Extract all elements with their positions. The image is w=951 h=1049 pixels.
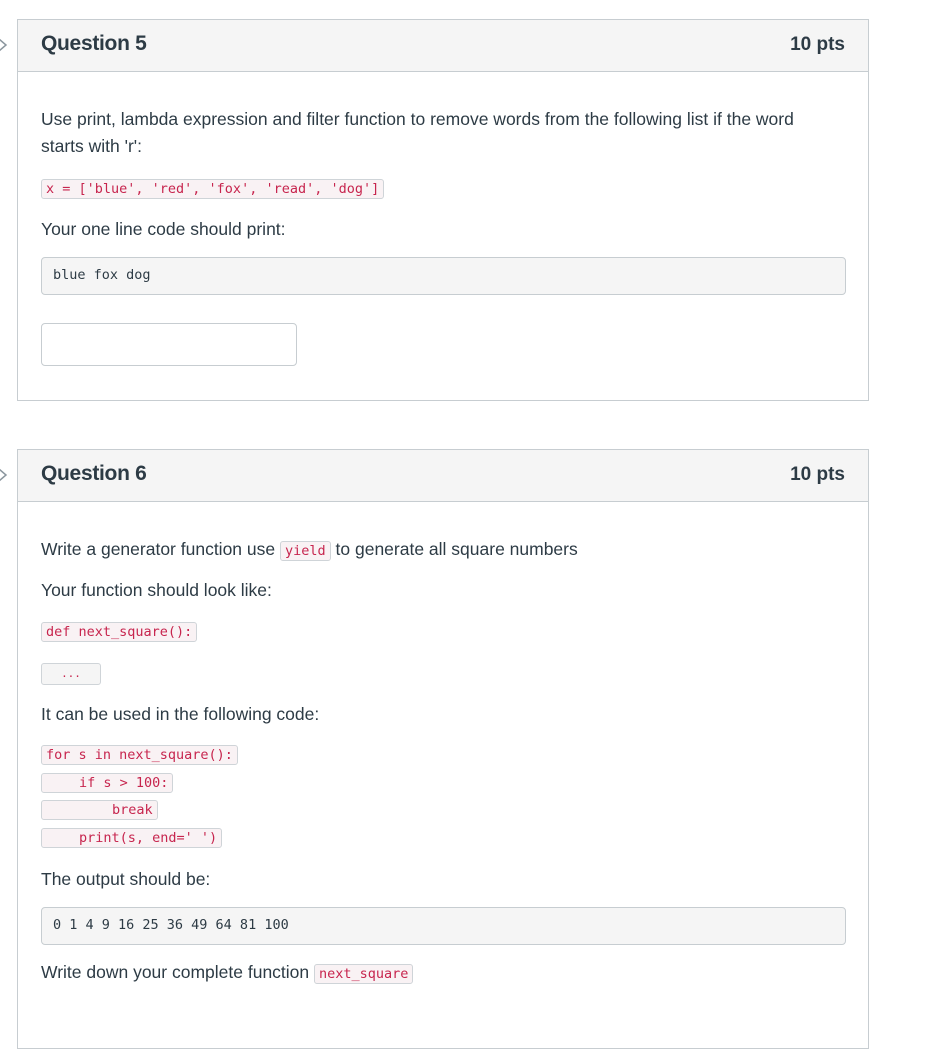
def-line-code: def next_square(): (41, 622, 197, 642)
collapse-caret-icon[interactable] (0, 468, 8, 482)
write-down-label: Write down your complete function (41, 962, 310, 982)
question-header (18, 450, 868, 502)
question-points: 10 pts (790, 34, 845, 55)
write-down-text (41, 959, 413, 988)
prompt-text: to generate all square numbers (335, 539, 578, 559)
instruction-text: Your one line code should print: (41, 219, 286, 239)
question-title: Question 5 (41, 32, 147, 55)
ellipsis-code: ... (41, 663, 101, 685)
question-5-card (17, 19, 869, 401)
question-prompt (41, 106, 794, 160)
answer-input[interactable] (41, 323, 297, 366)
question-title: Question 6 (41, 462, 147, 485)
prompt-line: starts with 'r': (41, 136, 143, 156)
prompt-line: Use print, lambda expression and filter function to remove words from the following list if the word (41, 109, 794, 129)
question-prompt (41, 536, 578, 565)
if-line-code: if s > 100: (41, 773, 173, 793)
break-line-code: break (41, 800, 158, 820)
prompt-text: Write a generator function use (41, 539, 276, 559)
print-line-code: print(s, end=' ') (41, 828, 222, 848)
list-code: x = ['blue', 'red', 'fox', 'read', 'dog'] (41, 179, 384, 199)
for-line-code: for s in next_square(): (41, 745, 238, 765)
output-label: The output should be: (41, 869, 211, 889)
collapse-caret-icon[interactable] (0, 38, 8, 52)
question-6-card (17, 449, 869, 1049)
expected-output-block: blue fox dog (41, 257, 846, 295)
yield-code: yield (280, 541, 331, 561)
question-header (18, 20, 868, 72)
question-points: 10 pts (790, 464, 845, 485)
look-like-text: Your function should look like: (41, 580, 272, 600)
function-name-code: next_square (314, 964, 413, 984)
used-in-text: It can be used in the following code: (41, 704, 320, 724)
expected-output-block: 0 1 4 9 16 25 36 49 64 81 100 (41, 907, 846, 945)
